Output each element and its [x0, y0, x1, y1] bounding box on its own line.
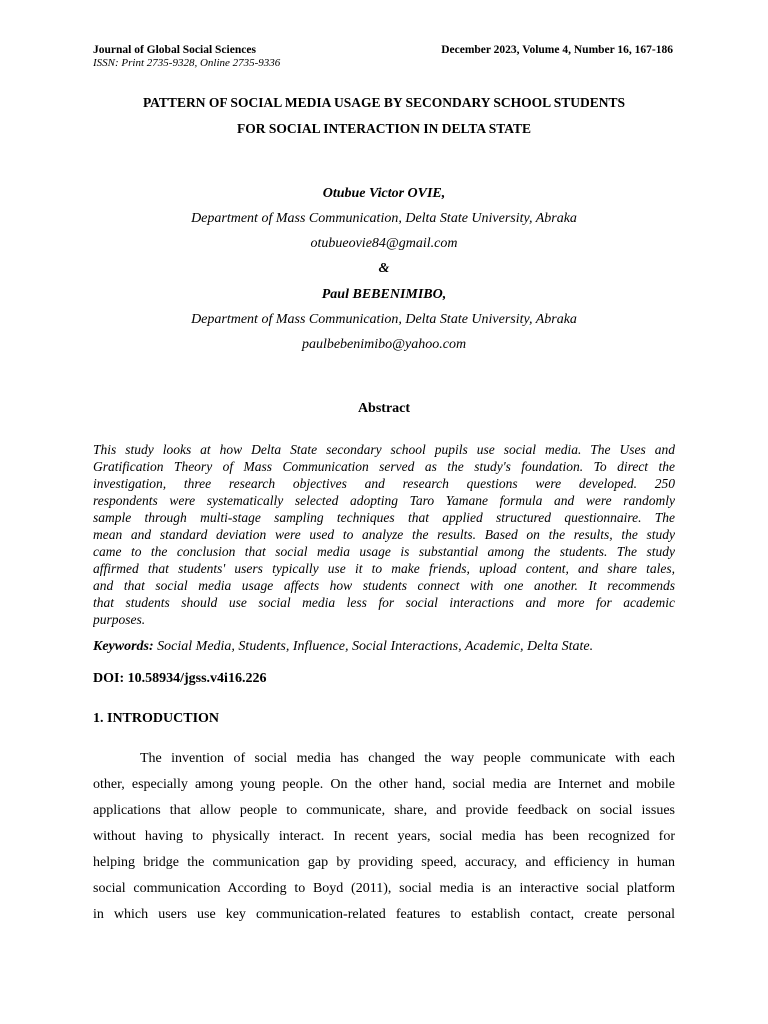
body-line: social communication According to Boyd (2011), social media is an interactive social platform	[93, 881, 675, 896]
paper-title-line-2: FOR SOCIAL INTERACTION IN DELTA STATE	[237, 121, 531, 136]
abstract-line: This study looks at how Delta State secondary school pupils use social media. The Uses and	[93, 442, 675, 457]
abstract-line: affirmed that students' users typically use it to make friends, upload content, and share tales,	[93, 561, 675, 576]
abstract-line: that students should use social media less for social interactions and more for academic	[93, 595, 675, 610]
abstract-line: came to the conclusion that social media usage is substantial among the students. The study	[93, 544, 675, 559]
author-2-email[interactable]: paulbebenimibo@yahoo.com	[301, 337, 467, 352]
body-line: in which users use key communication-related features to establish contact, create personal	[93, 907, 675, 922]
issn-line: ISSN: Print 2735-9328, Online 2735-9336	[93, 57, 281, 69]
body-line: applications that allow people to communicate, share, and provide feedback on social issues	[93, 803, 675, 818]
issue-info: December 2023, Volume 4, Number 16, 167-186	[441, 44, 673, 56]
author-separator: &	[378, 261, 390, 276]
journal-name: Journal of Global Social Sciences	[93, 44, 256, 56]
keywords-line	[93, 639, 593, 655]
body-line: other, especially among young people. On the other hand, social media are Internet and mobile	[93, 777, 675, 792]
abstract-line: purposes.	[93, 612, 146, 627]
abstract-line: Gratification Theory of Mass Communication served as the study's foundation. To direct the	[93, 459, 675, 474]
abstract-heading: Abstract	[357, 401, 411, 416]
body-line: without having to physically interact. In recent years, social media has been recognized for	[93, 829, 675, 844]
paper-title-line-1: PATTERN OF SOCIAL MEDIA USAGE BY SECONDARY SCHOOL STUDENTS	[142, 95, 626, 110]
doi[interactable]: DOI: 10.58934/jgss.v4i16.226	[93, 671, 267, 686]
author-1-department: Department of Mass Communication, Delta State University, Abraka	[191, 211, 577, 226]
abstract-line: respondents were systematically selected adopting Taro Yamane formula and were randomly	[93, 493, 675, 508]
introduction-body	[93, 750, 675, 932]
abstract-line: sample through multi-stage sampling techniques that applied structured questionnaire. The	[93, 510, 675, 525]
author-1-email[interactable]: otubueovie84@gmail.com	[310, 236, 458, 251]
abstract-line: and that social media usage affects how students connect with one another. It recommends	[93, 578, 675, 593]
abstract-body	[93, 441, 675, 628]
author-2-name: Paul BEBENIMIBO,	[321, 287, 447, 302]
author-1-name: Otubue Victor OVIE,	[322, 186, 446, 201]
section-heading: 1. INTRODUCTION	[93, 711, 220, 726]
abstract-line: mean and standard deviation were used to analyze the results. Based on the results, the study	[93, 527, 675, 542]
author-2-department: Department of Mass Communication, Delta State University, Abraka	[191, 312, 577, 327]
abstract-line: investigation, three research objectives and research questions were developed. 250	[93, 476, 675, 491]
keywords-label: Keywords:	[93, 639, 154, 654]
body-line: helping bridge the communication gap by providing speed, accuracy, and efficiency in human	[93, 855, 675, 870]
keywords-text: Social Media, Students, Influence, Social Interactions, Academic, Delta State.	[153, 639, 594, 654]
body-line: The invention of social media has changed the way people communicate with each	[140, 751, 675, 766]
